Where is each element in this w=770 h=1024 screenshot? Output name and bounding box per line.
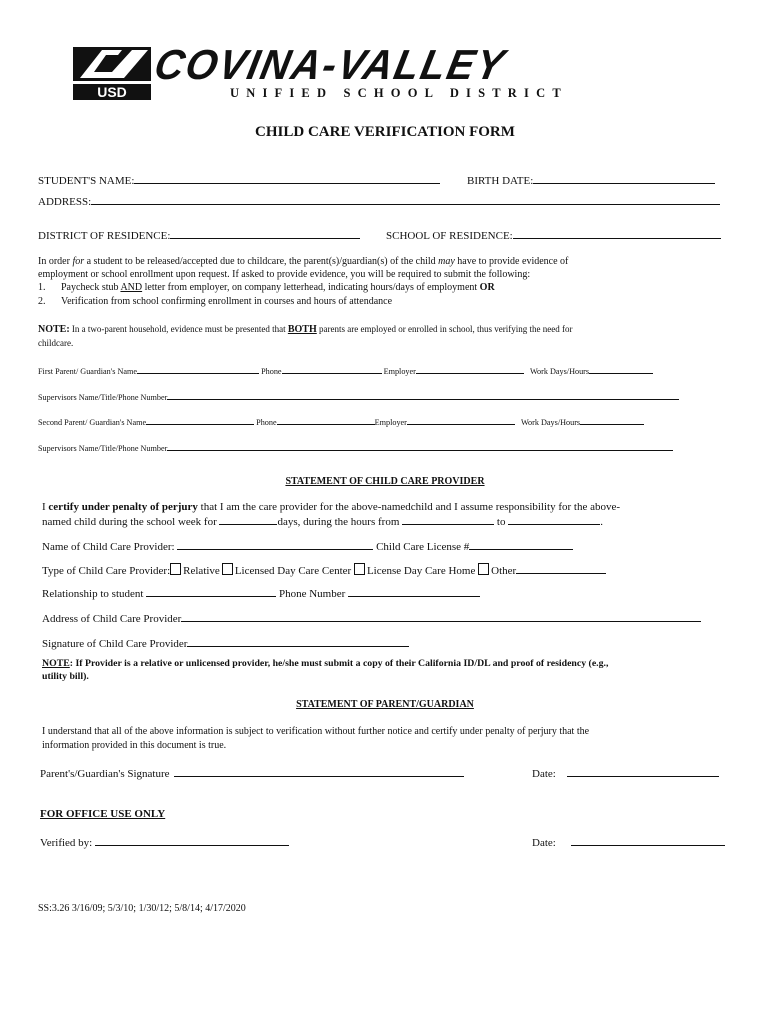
address-label: ADDRESS:	[38, 196, 92, 208]
relative-label: Relative	[183, 565, 220, 577]
parent-text-line-1: I understand that all of the above information is subject to verification without further notice and certify under penalty of perjury that the	[42, 726, 590, 737]
provider-note-label: NOTE	[42, 658, 70, 669]
intro-line-2: employment or school enrollment upon request. If asked to provide evidence, you will be required to submit the following:	[38, 269, 531, 280]
birth-date-field[interactable]	[533, 174, 715, 184]
relative-checkbox[interactable]	[170, 563, 181, 575]
second-parent-workdays-label: Work Days/Hours	[520, 418, 581, 427]
first-supervisor-row	[38, 391, 679, 402]
license-home-label: License Day Care Home	[366, 565, 476, 577]
second-parent-phone-field[interactable]	[277, 416, 375, 425]
note-two-parent	[38, 324, 572, 335]
address-row	[38, 195, 720, 208]
first-parent-employer-field[interactable]	[416, 365, 524, 374]
second-parent-employer-field[interactable]	[407, 416, 515, 425]
student-name-label: STUDENT'S NAME:	[38, 175, 135, 187]
verified-field[interactable]	[95, 836, 289, 846]
office-date-row	[532, 836, 725, 849]
second-parent-label: Second Parent/ Guardian's Name	[38, 418, 147, 427]
days-field[interactable]	[219, 515, 277, 525]
form-title: CHILD CARE VERIFICATION FORM	[255, 124, 515, 140]
office-date-field[interactable]	[571, 836, 725, 846]
district-seal	[72, 46, 154, 102]
first-supervisor-label: Supervisors Name/Title/Phone Number	[38, 393, 168, 402]
seal-usd-text: USD	[97, 84, 127, 100]
list-item-2	[38, 296, 392, 307]
provider-note-line-2: utility bill).	[42, 671, 89, 682]
second-parent-workdays-field[interactable]	[580, 416, 644, 425]
first-parent-employer-label: Employer	[383, 367, 416, 376]
licensed-center-checkbox[interactable]	[222, 563, 233, 575]
birth-date-label: BIRTH DATE:	[467, 175, 534, 187]
logo-wordmark: COVINA-VALLEY	[150, 42, 510, 89]
parent-signature-row	[40, 767, 464, 780]
certify-text-b1: named child during the school week for	[42, 516, 220, 528]
second-supervisor-row	[38, 442, 673, 453]
district-logo	[72, 42, 662, 102]
parent-signature-label: Parent's/Guardian's Signature	[40, 768, 170, 780]
intro-text-b: a student to be released/accepted due to childcare, the parent(s)/guardian(s) of the child	[84, 256, 439, 267]
school-row	[386, 229, 721, 242]
second-supervisor-label: Supervisors Name/Title/Phone Number	[38, 444, 168, 453]
note-label: NOTE:	[38, 324, 70, 335]
second-supervisor-field[interactable]	[167, 442, 673, 451]
provider-type-label: Type of Child Care Provider:	[42, 565, 171, 577]
licensed-center-label: Licensed Day Care Center	[234, 565, 352, 577]
provider-signature-field[interactable]	[187, 637, 409, 647]
intro-for: for	[72, 256, 85, 267]
student-name-field[interactable]	[134, 174, 440, 184]
note-two-parent-line-2: childcare.	[38, 338, 74, 348]
second-parent-employer-label: Employer	[374, 418, 407, 427]
relationship-row	[42, 587, 480, 600]
relationship-field[interactable]	[146, 587, 276, 597]
other-label: Other	[491, 565, 517, 577]
other-checkbox[interactable]	[478, 563, 489, 575]
second-parent-row	[38, 416, 644, 427]
birth-date-row	[467, 174, 715, 187]
provider-address-label: Address of Child Care Provider	[42, 613, 182, 625]
intro-line-1	[38, 256, 568, 267]
provider-address-row	[42, 612, 701, 625]
first-parent-phone-label: Phone	[261, 367, 282, 376]
parent-heading: STATEMENT OF PARENT/GUARDIAN	[296, 699, 474, 710]
parent-date-field[interactable]	[567, 767, 719, 777]
district-label: DISTRICT OF RESIDENCE:	[38, 230, 171, 242]
school-field[interactable]	[513, 229, 721, 239]
note-text-b: parents are employed or enrolled in school, thus verifying the need for	[316, 324, 573, 334]
second-parent-phone-label: Phone	[256, 418, 277, 427]
provider-name-row	[42, 540, 573, 553]
provider-address-field[interactable]	[181, 612, 701, 622]
student-name-row	[38, 174, 440, 187]
provider-name-label: Name of Child Care Provider:	[42, 541, 175, 553]
list-2-text: Verification from school confirming enrollment in courses and hours of attendance	[61, 296, 393, 307]
second-parent-name-field[interactable]	[146, 416, 254, 425]
district-field[interactable]	[170, 229, 360, 239]
provider-phone-label: Phone Number	[278, 588, 346, 600]
certify-period: .	[600, 516, 603, 528]
certify-text-b2: days, during the hours from	[277, 516, 403, 528]
certify-text-a: that I am the care provider for the above-namedchild and I assume responsibility for the above-	[197, 501, 621, 513]
list-1-text-a: Paycheck stub	[61, 282, 121, 293]
intro-may: may	[438, 256, 455, 267]
parent-signature-field[interactable]	[174, 767, 464, 777]
hours-from-field[interactable]	[402, 515, 494, 525]
intro-text-c: have to provide evidence of	[454, 256, 569, 267]
provider-note	[42, 658, 608, 669]
license-label: Child Care License #	[376, 541, 470, 553]
office-date-label: Date:	[532, 837, 556, 849]
verified-label: Verified by:	[40, 837, 93, 849]
first-parent-phone-field[interactable]	[282, 365, 382, 374]
certify-bold: certify under penalty of perjury	[48, 501, 198, 513]
license-field[interactable]	[469, 540, 573, 550]
note-both: BOTH	[287, 324, 317, 335]
list-1-and: AND	[120, 282, 143, 293]
intro-text-a: In order	[38, 256, 73, 267]
parent-text-line-2: information provided in this document is true.	[42, 740, 227, 751]
provider-signature-row	[42, 637, 409, 650]
other-field[interactable]	[516, 564, 606, 574]
relationship-label: Relationship to student	[42, 588, 144, 600]
provider-type-row	[42, 563, 606, 577]
provider-note-text: : If Provider is a relative or unlicensed provider, he/she must submit a copy of their California ID/DL and proof of residency (e.g.,	[69, 658, 609, 669]
hours-to-field[interactable]	[508, 515, 600, 525]
district-row	[38, 229, 360, 242]
provider-phone-field[interactable]	[348, 587, 480, 597]
verified-row	[40, 836, 289, 849]
provider-certify-line-2	[42, 515, 603, 528]
logo-subtitle: UNIFIED SCHOOL DISTRICT	[230, 86, 568, 100]
certify-i: I	[42, 501, 49, 513]
revision-footer: SS:3.26 3/16/09; 5/3/10; 1/30/12; 5/8/14; 4/17/2020	[38, 903, 246, 914]
list-item-1	[38, 282, 495, 293]
first-parent-workdays-field[interactable]	[589, 365, 653, 374]
note-text-a: In a two-parent household, evidence must be presented that	[69, 324, 288, 334]
first-parent-workdays-label: Work Days/Hours	[529, 367, 590, 376]
list-num-1: 1.	[38, 282, 46, 293]
list-1-text-b: letter from employer, on company letterhead, indicating hours/days of employment	[142, 282, 480, 293]
first-parent-row	[38, 365, 653, 376]
provider-heading: STATEMENT OF CHILD CARE PROVIDER	[285, 476, 485, 487]
parent-date-row	[532, 767, 719, 780]
certify-text-b3: to	[494, 516, 509, 528]
first-parent-name-field[interactable]	[137, 365, 259, 374]
office-heading: FOR OFFICE USE ONLY	[40, 808, 166, 820]
provider-signature-label: Signature of Child Care Provider	[42, 638, 188, 650]
provider-name-field[interactable]	[177, 540, 373, 550]
school-label: SCHOOL OF RESIDENCE:	[386, 230, 513, 242]
list-num-2: 2.	[38, 296, 46, 307]
license-home-checkbox[interactable]	[354, 563, 365, 575]
provider-certify-line-1	[42, 501, 620, 513]
first-parent-label: First Parent/ Guardian's Name	[38, 367, 138, 376]
address-field[interactable]	[91, 195, 720, 205]
list-1-or: OR	[479, 282, 495, 293]
parent-date-label: Date:	[532, 768, 556, 780]
first-supervisor-field[interactable]	[167, 391, 679, 400]
